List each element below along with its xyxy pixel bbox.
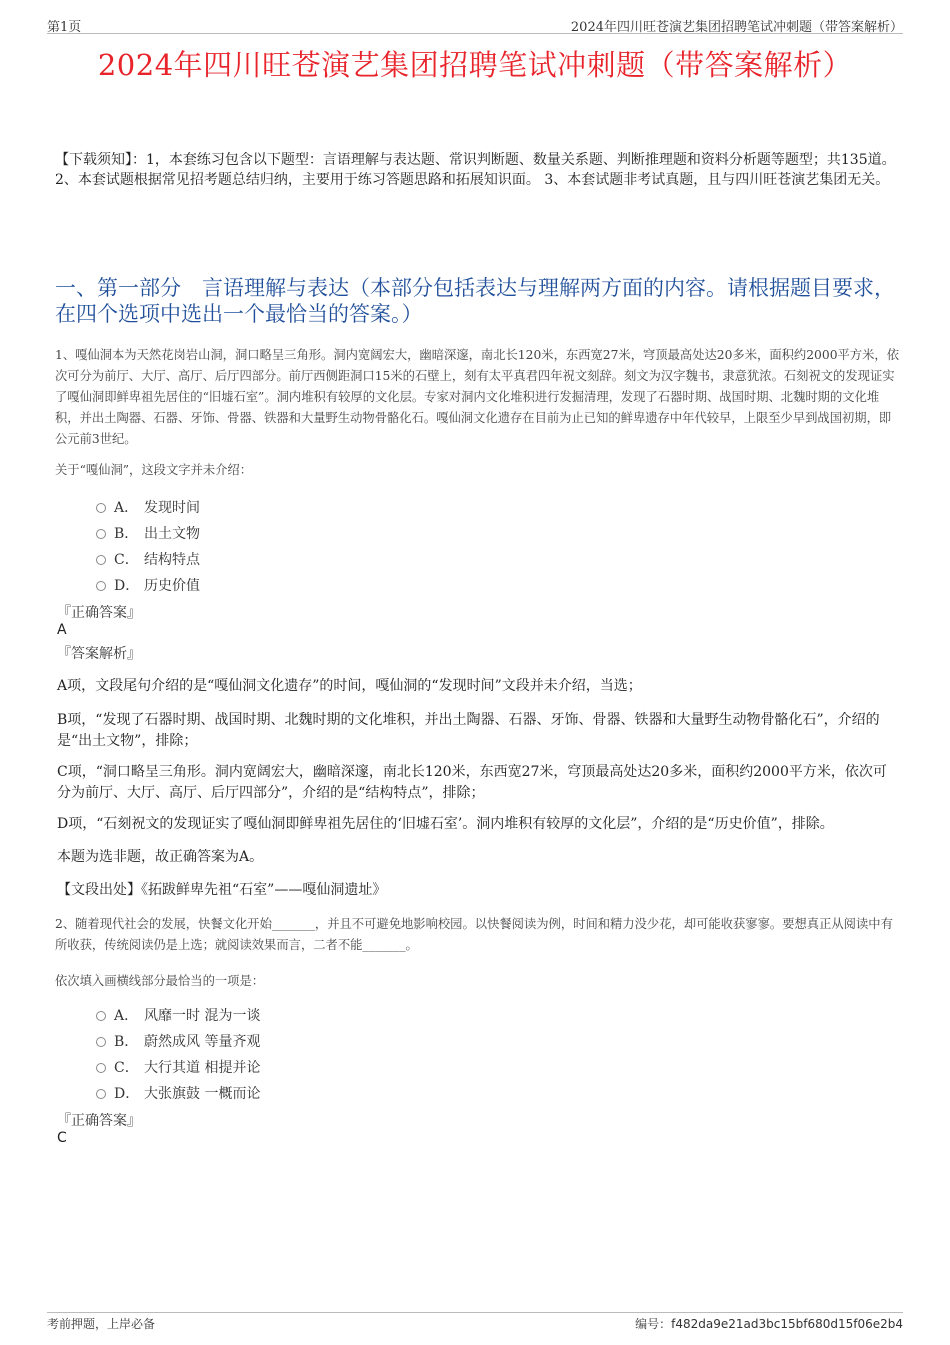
question-2-answer: C [57,1130,67,1146]
question-1-option-d[interactable]: D． 历史价值 [96,575,200,595]
question-2-answer-label: 『正确答案』 [57,1113,141,1129]
question-1-analysis-label: 『答案解析』 [57,646,141,662]
question-1-passage: 1、嘎仙洞本为天然花岗岩山洞，洞口略呈三角形。洞内宽阔宏大，幽暗深邃，南北长120米，东西宽27米，穹顶最高处达20多米，面积约2000平方米，依次可分为前厅、大厅、高厅、后厅四部分。前厅西侧距洞口15米的石壁上，刻有太平真君四年祝文刻辞。刻文为汉字魏书，隶意犹浓。石刻祝文的发现证实了嘎仙洞即鲜卑祖先居住的“旧墟石室”。洞内堆积有较厚的文化层。专家对洞内文化堆积进行发掘清理，发现了石器时期、战国时期、北魏时期的文化堆积，并出土陶器、石器、牙饰、骨器、铁器和大量野生动物骨骼化石。嘎仙洞文化遗存在目前为止已知的鲜卑遗存中年代较早，上限至少早到战国初期，即公元前3世纪。 [55,348,899,446]
question-2-option-b[interactable]: B． 蔚然成风 等量齐观 [96,1031,260,1051]
section-heading: 一、第一部分 言语理解与表达（本部分包括表达与理解两方面的内容。请根据题目要求，在四个选项中选出一个最恰当的答案。） [55,276,895,326]
question-2-prompt: 依次填入画横线部分最恰当的一项是： [55,974,265,988]
radio-button[interactable] [96,529,106,539]
header-divider [47,33,903,34]
radio-button[interactable] [96,555,106,565]
question-1-option-a[interactable]: A． 发现时间 [96,497,200,517]
footer-code-value: f482da9e21ad3bc15bf680d15f06e2b4 [671,1317,903,1331]
page-number: 第1页 [47,20,82,35]
question-1-option-c[interactable]: C． 结构特点 [96,549,200,569]
analysis-conclusion: 本题为选非题，故正确答案为A。 [57,849,264,865]
question-2-passage: 2、随着现代社会的发展，快餐文化开始_______，并且不可避免地影响校园。以快餐阅读为例，时间和精力没少花，却可能收获寥寥。要想真正从阅读中有所收获，传统阅读仍是上选；就阅读效果而言，二者不能_______。 [55,917,893,952]
radio-button[interactable] [96,1037,106,1047]
footer-code [635,1315,903,1332]
footer-slogan: 考前押题，上岸必备 [47,1317,156,1331]
question-1-prompt: 关于“嘎仙洞”，这段文字并未介绍： [55,463,253,477]
analysis-line-b: B项，“发现了石器时期、战国时期、北魏时期的文化堆积，并出土陶器、石器、牙饰、骨器、铁器和大量野生动物骨骼化石”，介绍的是“出土文物”，排除； [57,712,880,749]
question-1-answer-label: 『正确答案』 [57,605,141,621]
analysis-line-d: D项，“石刻祝文的发现证实了嘎仙洞即鲜卑祖先居住的‘旧墟石室’。洞内堆积有较厚的文化层”，介绍的是“历史价值”，排除。 [57,816,834,832]
question-1-option-b[interactable]: B． 出土文物 [96,523,200,543]
radio-button[interactable] [96,503,106,513]
question-1-answer: A [57,622,67,638]
header-doc-title: 2024年四川旺苍演艺集团招聘笔试冲刺题（带答案解析） [570,20,903,35]
analysis-source: 【文段出处】《拓跋鲜卑先祖“石室”——嘎仙洞遗址》 [57,882,387,898]
question-2-option-a[interactable]: A． 风靡一时 混为一谈 [96,1005,260,1025]
analysis-line-a: A项，文段尾句介绍的是“嘎仙洞文化遗存”的时间，嘎仙洞的“发现时间”文段并未介绍，当选； [57,678,642,694]
download-notice: 【下载须知】：1，本套练习包含以下题型：言语理解与表达题、常识判断题、数量关系题、判断推理题和资料分析题等题型；共135道。 2、本套试题根据常见招考题总结归纳，主要用于练习答题思路和拓展知识面。 3、本套试题非考试真题，且与四川旺苍演艺集团无关。 [55,152,896,188]
radio-button[interactable] [96,1063,106,1073]
footer-divider [47,1312,903,1313]
analysis-line-c: C项，“洞口略呈三角形。洞内宽阔宏大，幽暗深邃，南北长120米，东西宽27米，穹顶最高处达20多米，面积约2000平方米，依次可分为前厅、大厅、高厅、后厅四部分”，介绍的是“结构特点”，排除； [57,764,887,801]
radio-button[interactable] [96,581,106,591]
radio-button[interactable] [96,1011,106,1021]
radio-button[interactable] [96,1089,106,1099]
question-2-option-d[interactable]: D． 大张旗鼓 一概而论 [96,1083,260,1103]
page-title: 2024年四川旺苍演艺集团招聘笔试冲刺题（带答案解析） [97,48,853,82]
question-2-option-c[interactable]: C． 大行其道 相提并论 [96,1057,260,1077]
footer-code-label: 编号： [635,1317,672,1331]
